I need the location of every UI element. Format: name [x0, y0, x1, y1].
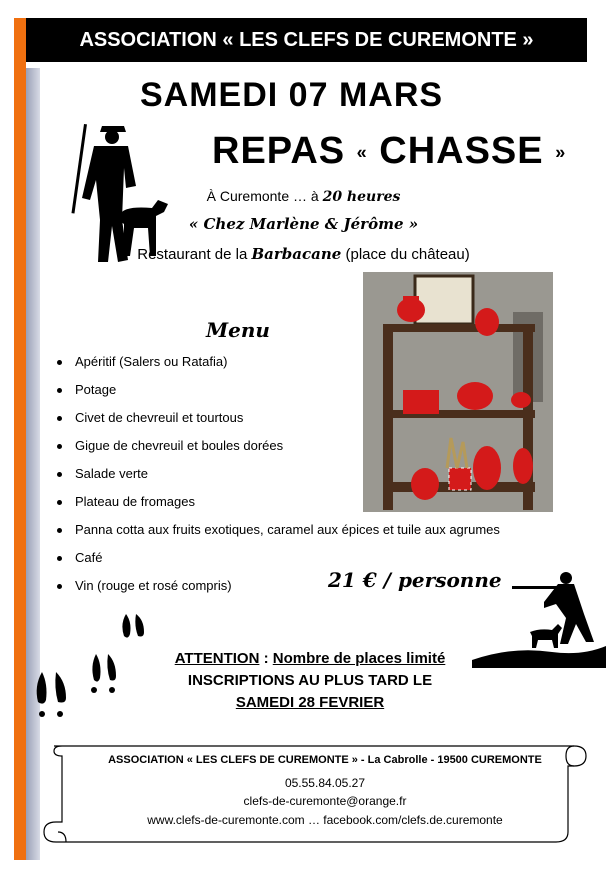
event-title	[212, 130, 566, 173]
location-time: 20 heures	[322, 189, 401, 205]
attention-sep: :	[259, 650, 273, 667]
attention-label: ATTENTION	[174, 650, 260, 667]
attention-block	[120, 648, 500, 714]
location-hosts: « Chez Marlène & Jérôme »	[188, 215, 419, 233]
menu-item: Civet de chevreuil et tourtous	[54, 408, 500, 436]
menu-title: Menu	[206, 318, 270, 342]
gray-side-bar	[26, 68, 40, 860]
menu-item: Vin (rouge et rosé compris)	[54, 576, 500, 604]
attention-line-2: INSCRIPTIONS AU PLUS TARD LE	[187, 672, 433, 689]
menu-item: Café	[54, 548, 500, 576]
menu-item: Apéritif (Salers ou Ratafia)	[54, 352, 500, 380]
title-quote-open: «	[356, 142, 368, 163]
restaurant-name: Barbacane	[251, 245, 342, 263]
menu-item: Potage	[54, 380, 500, 408]
menu-item: Panna cotta aux fruits exotiques, caramel aux épices et tuile aux agrumes	[54, 520, 500, 548]
contact-web[interactable]: www.clefs-de-curemonte.com … facebook.com/clefs.de.curemonte	[147, 813, 503, 827]
contact-email[interactable]: clefs-de-curemonte@orange.fr	[243, 794, 407, 808]
price: 21 € / personne	[328, 568, 502, 592]
menu-item: Gigue de chevreuil et boules dorées	[54, 436, 500, 464]
menu-item: Salade verte	[54, 464, 500, 492]
location-line-1	[0, 188, 607, 205]
contact-address: ASSOCIATION « LES CLEFS DE CUREMONTE » - La Cabrolle - 19500 CUREMONTE	[108, 754, 542, 766]
header-banner: ASSOCIATION « LES CLEFS DE CUREMONTE »	[26, 18, 587, 62]
event-date: SAMEDI 07 MARS	[140, 76, 444, 114]
title-quote-close: »	[555, 142, 567, 163]
contact-phone: 05.55.84.05.27	[284, 776, 366, 790]
title-word-repas: REPAS	[212, 130, 346, 172]
location-restaurant	[0, 245, 607, 263]
restaurant-prefix: Restaurant de la	[137, 246, 248, 263]
orange-side-bar	[14, 18, 26, 860]
attention-line-3: SAMEDI 28 FEVRIER	[235, 694, 385, 711]
title-word-chasse: CHASSE	[379, 130, 544, 172]
location-place: À Curemonte … à	[206, 188, 319, 204]
attention-line-1	[120, 648, 500, 670]
attention-text: Nombre de places limité	[272, 650, 446, 667]
restaurant-photo	[363, 272, 553, 512]
restaurant-place: (place du château)	[345, 246, 470, 263]
menu-item: Plateau de fromages	[54, 492, 500, 520]
